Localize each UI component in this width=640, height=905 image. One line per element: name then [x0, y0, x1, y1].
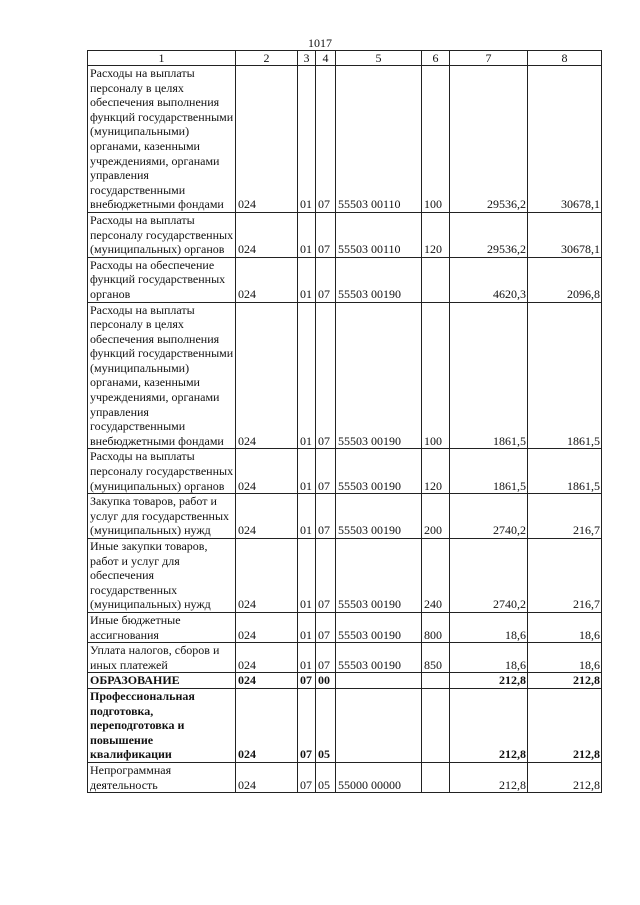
ministry-code: 024: [236, 212, 298, 257]
amount-year-1: 212,8: [450, 762, 528, 792]
amount-year-2: 212,8: [528, 673, 602, 689]
amount-year-2: 30678,1: [528, 212, 602, 257]
subsection-code: 07: [316, 449, 336, 494]
row-name: Непрограммная деятельность: [88, 762, 236, 792]
row-name: Закупка товаров, работ и услуг для государственных (муниципальных) нужд: [88, 494, 236, 539]
target-article-code: 55503 00190: [336, 539, 422, 613]
column-header: 8: [528, 51, 602, 66]
subsection-code: 07: [316, 302, 336, 449]
table-row: [88, 643, 602, 673]
amount-year-2: 18,6: [528, 643, 602, 673]
target-article-code: 55503 00190: [336, 612, 422, 642]
amount-year-2: 30678,1: [528, 66, 602, 213]
column-header: 3: [298, 51, 316, 66]
table-row: [88, 257, 602, 302]
expense-type-code: 240: [422, 539, 450, 613]
row-name: Иные бюджетные ассигнования: [88, 612, 236, 642]
subsection-code: 07: [316, 257, 336, 302]
amount-year-1: 18,6: [450, 643, 528, 673]
column-header: 7: [450, 51, 528, 66]
amount-year-2: 216,7: [528, 539, 602, 613]
amount-year-1: 212,8: [450, 688, 528, 762]
section-code: 07: [298, 762, 316, 792]
amount-year-1: 29536,2: [450, 212, 528, 257]
subsection-code: 07: [316, 66, 336, 213]
ministry-code: 024: [236, 66, 298, 213]
target-article-code: 55503 00190: [336, 302, 422, 449]
ministry-code: 024: [236, 673, 298, 689]
column-header: 2: [236, 51, 298, 66]
row-name: Расходы на выплаты персоналу в целях обеспечения выполнения функций государственными (муниципальными) органами, казенными учреждениями, органами управления государственными внебюджетными фондами: [88, 302, 236, 449]
row-name: Уплата налогов, сборов и иных платежей: [88, 643, 236, 673]
row-name: Расходы на выплаты персоналу государственных (муниципальных) органов: [88, 449, 236, 494]
section-code: 01: [298, 212, 316, 257]
target-article-code: 55503 00190: [336, 643, 422, 673]
section-code: 07: [298, 688, 316, 762]
amount-year-1: 1861,5: [450, 302, 528, 449]
budget-table: [87, 50, 602, 793]
expense-type-code: 120: [422, 449, 450, 494]
expense-type-code: [422, 762, 450, 792]
target-article-code: 55503 00110: [336, 212, 422, 257]
row-name: Расходы на обеспечение функций государственных органов: [88, 257, 236, 302]
row-name: Профессиональная подготовка, переподготовка и повышение квалификации: [88, 688, 236, 762]
amount-year-2: 216,7: [528, 494, 602, 539]
section-code: 01: [298, 66, 316, 213]
ministry-code: 024: [236, 257, 298, 302]
subsection-code: 00: [316, 673, 336, 689]
table-row: [88, 494, 602, 539]
subsection-code: 05: [316, 762, 336, 792]
table-row: [88, 673, 602, 689]
page-number: 1017: [308, 36, 332, 50]
amount-year-1: 212,8: [450, 673, 528, 689]
row-name: Расходы на выплаты персоналу в целях обеспечения выполнения функций государственными (муниципальными) органами, казенными учреждениями, органами управления государственными внебюджетными фондами: [88, 66, 236, 213]
expense-type-code: 100: [422, 302, 450, 449]
column-header: 1: [88, 51, 236, 66]
target-article-code: [336, 673, 422, 689]
expense-type-code: 800: [422, 612, 450, 642]
section-code: 01: [298, 539, 316, 613]
section-code: 01: [298, 612, 316, 642]
target-article-code: 55000 00000: [336, 762, 422, 792]
table-row: [88, 612, 602, 642]
section-code: 07: [298, 673, 316, 689]
table-row: [88, 688, 602, 762]
section-code: 01: [298, 494, 316, 539]
amount-year-1: 2740,2: [450, 539, 528, 613]
ministry-code: 024: [236, 688, 298, 762]
target-article-code: 55503 00110: [336, 66, 422, 213]
amount-year-1: 18,6: [450, 612, 528, 642]
table-row: [88, 762, 602, 792]
amount-year-2: 2096,8: [528, 257, 602, 302]
header-row: [88, 51, 602, 66]
amount-year-2: 1861,5: [528, 302, 602, 449]
ministry-code: 024: [236, 494, 298, 539]
table-row: [88, 66, 602, 213]
expense-type-code: 120: [422, 212, 450, 257]
section-code: 01: [298, 302, 316, 449]
table-row: [88, 539, 602, 613]
section-code: 01: [298, 643, 316, 673]
expense-type-code: 850: [422, 643, 450, 673]
ministry-code: 024: [236, 612, 298, 642]
ministry-code: 024: [236, 302, 298, 449]
target-article-code: [336, 688, 422, 762]
table-row: [88, 302, 602, 449]
subsection-code: 07: [316, 643, 336, 673]
ministry-code: 024: [236, 449, 298, 494]
amount-year-1: 1861,5: [450, 449, 528, 494]
expense-type-code: 200: [422, 494, 450, 539]
amount-year-1: 4620,3: [450, 257, 528, 302]
expense-type-code: [422, 257, 450, 302]
row-name: ОБРАЗОВАНИЕ: [88, 673, 236, 689]
expense-type-code: [422, 688, 450, 762]
table-body: [88, 51, 602, 793]
column-header: 6: [422, 51, 450, 66]
ministry-code: 024: [236, 539, 298, 613]
subsection-code: 05: [316, 688, 336, 762]
section-code: 01: [298, 257, 316, 302]
target-article-code: 55503 00190: [336, 494, 422, 539]
column-header: 5: [336, 51, 422, 66]
amount-year-2: 1861,5: [528, 449, 602, 494]
expense-type-code: [422, 673, 450, 689]
table-row: [88, 449, 602, 494]
target-article-code: 55503 00190: [336, 449, 422, 494]
amount-year-1: 2740,2: [450, 494, 528, 539]
amount-year-2: 18,6: [528, 612, 602, 642]
ministry-code: 024: [236, 643, 298, 673]
expense-type-code: 100: [422, 66, 450, 213]
section-code: 01: [298, 449, 316, 494]
row-name: Иные закупки товаров, работ и услуг для обеспечения государственных (муниципальных) нужд: [88, 539, 236, 613]
row-name: Расходы на выплаты персоналу государственных (муниципальных) органов: [88, 212, 236, 257]
column-header: 4: [316, 51, 336, 66]
ministry-code: 024: [236, 762, 298, 792]
amount-year-1: 29536,2: [450, 66, 528, 213]
subsection-code: 07: [316, 494, 336, 539]
subsection-code: 07: [316, 212, 336, 257]
target-article-code: 55503 00190: [336, 257, 422, 302]
subsection-code: 07: [316, 539, 336, 613]
amount-year-2: 212,8: [528, 762, 602, 792]
amount-year-2: 212,8: [528, 688, 602, 762]
table-row: [88, 212, 602, 257]
subsection-code: 07: [316, 612, 336, 642]
